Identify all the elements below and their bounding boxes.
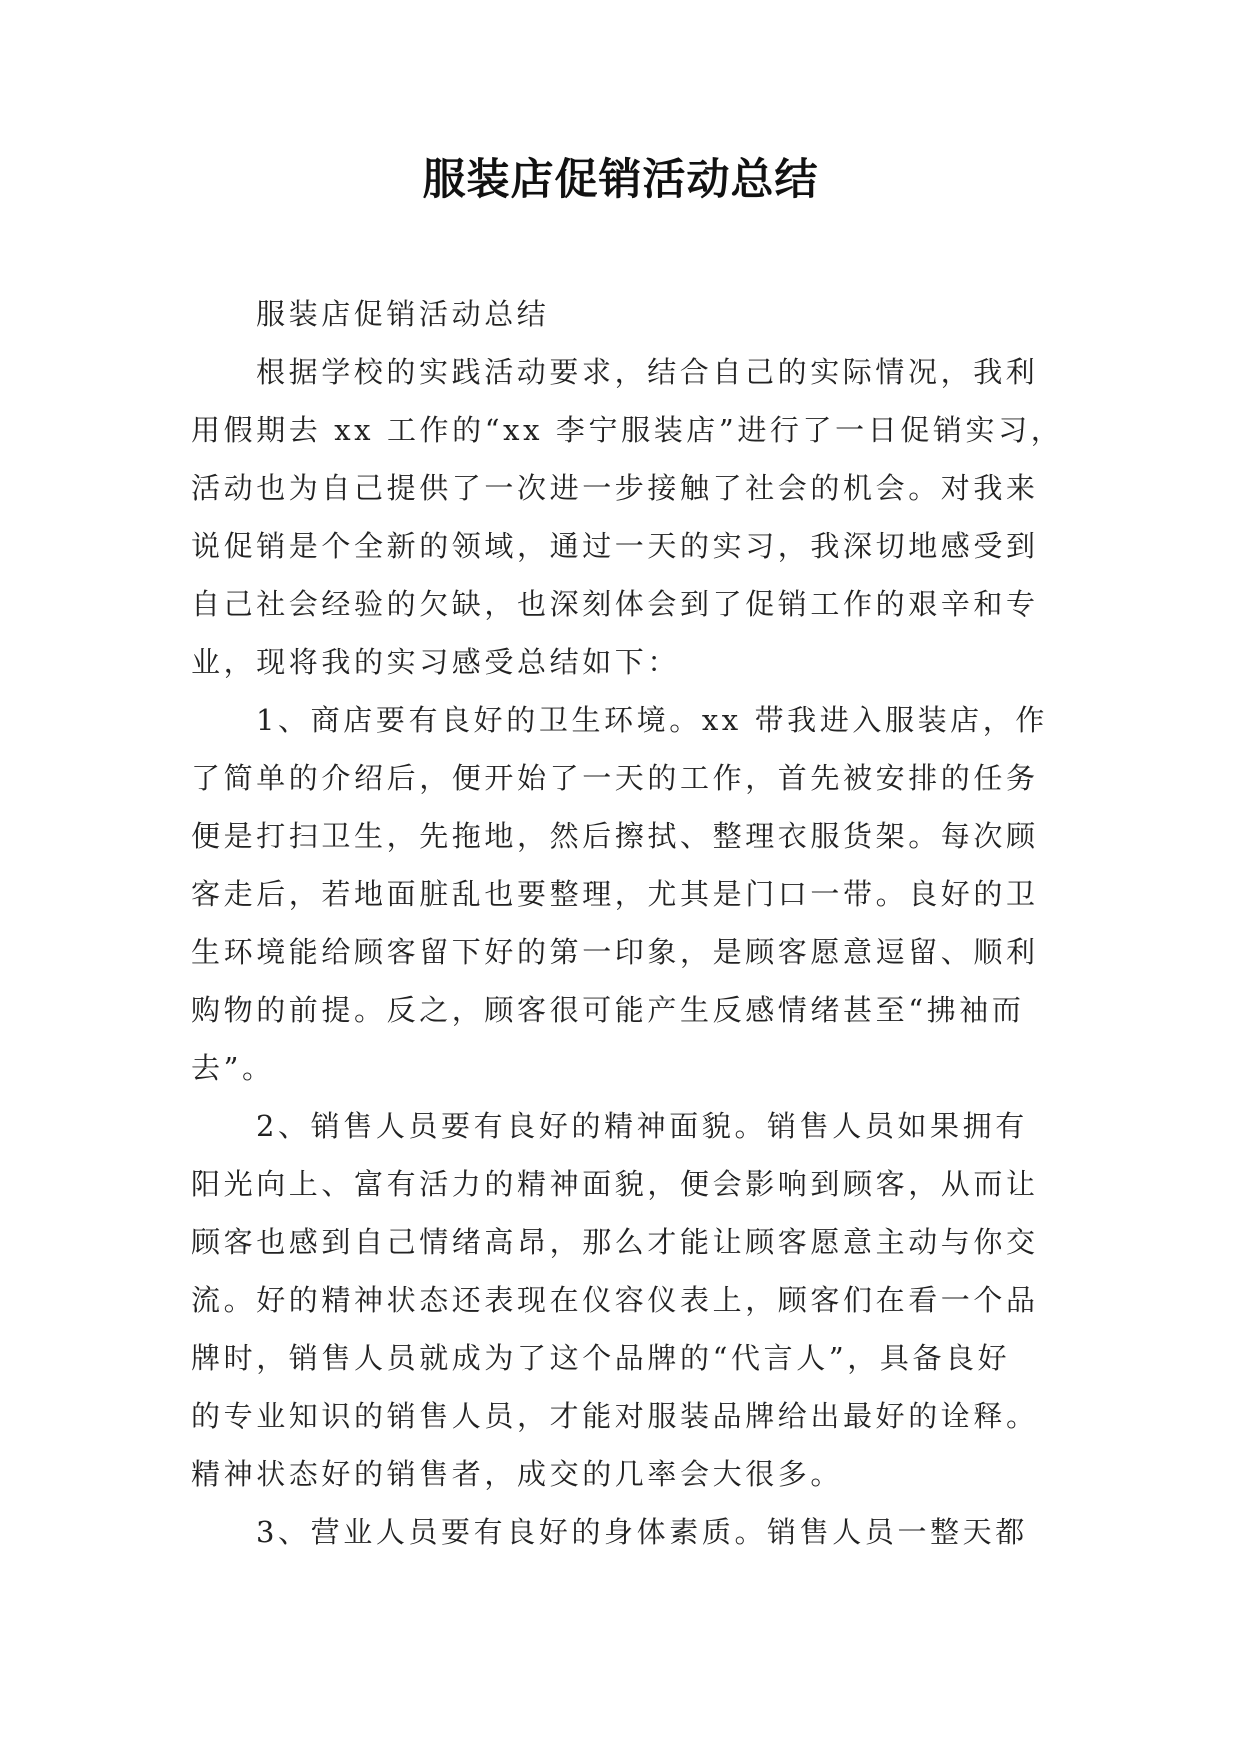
paragraph-line: 2、销售人员要有良好的精神面貌。销售人员如果拥有 [256,1109,1028,1143]
paragraph-line: 购物的前提。反之，顾客很可能产生反感情绪甚至“拂袖而 [191,993,1025,1027]
paragraph-line: 说促销是个全新的领域，通过一天的实习，我深切地感受到 [191,529,1039,563]
paragraph-line: 自己社会经验的欠缺，也深刻体会到了促销工作的艰辛和专 [191,587,1039,621]
paragraph-line: 的专业知识的销售人员，才能对服装品牌给出最好的诠释。 [191,1399,1039,1433]
paragraph-line: 客走后，若地面脏乱也要整理，尤其是门口一带。良好的卫 [191,877,1039,911]
paragraph-line: 根据学校的实践活动要求，结合自己的实际情况，我利 [256,355,1039,389]
paragraph-line: 阳光向上、富有活力的精神面貌，便会影响到顾客，从而让 [191,1167,1039,1201]
paragraph-line: 便是打扫卫生，先拖地，然后擦拭、整理衣服货架。每次顾 [191,819,1039,853]
paragraph-line: 牌时，销售人员就成为了这个品牌的“代言人”，具备良好 [191,1341,1011,1375]
paragraph-line: 1、商店要有良好的卫生环境。xx 带我进入服装店，作 [256,703,1048,737]
paragraph-line: 顾客也感到自己情绪高昂，那么才能让顾客愿意主动与你交 [191,1225,1039,1259]
paragraph-line: 业，现将我的实习感受总结如下： [191,645,681,679]
document-title: 服装店促销活动总结 [422,155,819,205]
paragraph-line: 了简单的介绍后，便开始了一天的工作，首先被安排的任务 [191,761,1039,795]
paragraph-line: 精神状态好的销售者，成交的几率会大很多。 [191,1457,844,1491]
paragraph-line: 去”。 [191,1051,275,1085]
paragraph-line: 3、营业人员要有良好的身体素质。销售人员一整天都 [256,1515,1028,1549]
paragraph-line: 用假期去 xx 工作的“xx 李宁服装店”进行了一日促销实习， [191,413,1064,447]
paragraph-line: 生环境能给顾客留下好的第一印象，是顾客愿意逗留、顺利 [191,935,1039,969]
paragraph-line: 流。好的精神状态还表现在仪容仪表上，顾客们在看一个品 [191,1283,1039,1317]
subtitle-line: 服装店促销活动总结 [256,297,550,331]
paragraph-line: 活动也为自己提供了一次进一步接触了社会的机会。对我来 [191,471,1039,505]
